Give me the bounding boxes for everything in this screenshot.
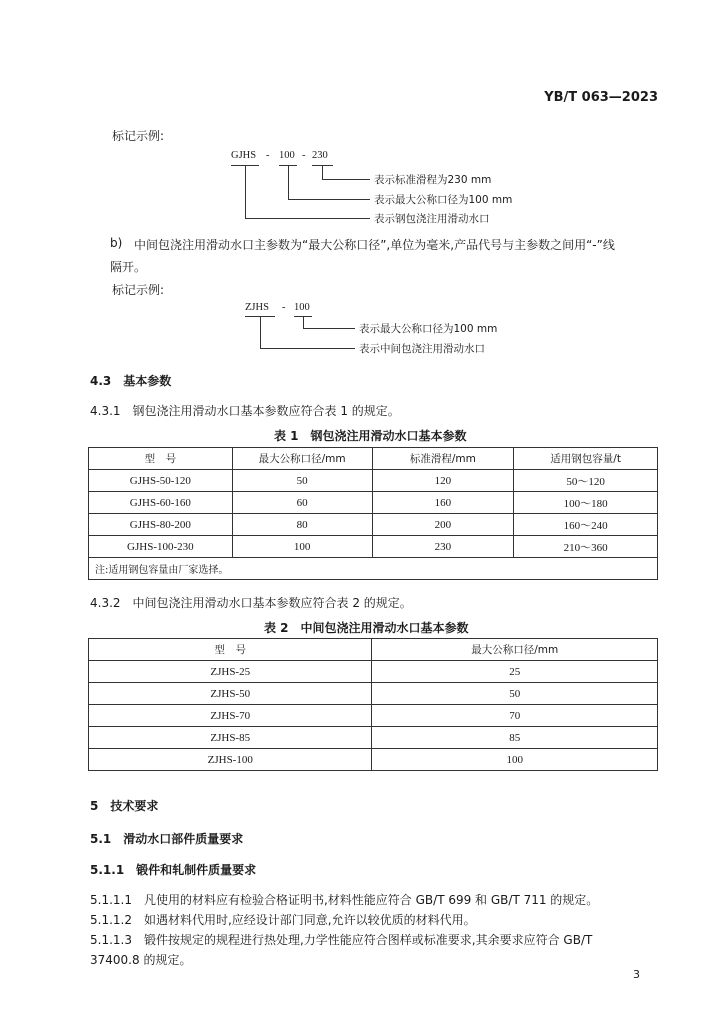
column-header: 适用钢包容量/t xyxy=(514,448,658,470)
table-cell: 120 xyxy=(372,470,514,492)
table1-caption: 表 1 钢包浇注用滑动水口基本参数 xyxy=(274,429,467,443)
table-row xyxy=(89,492,658,514)
table-note: 注:适用钢包容量由厂家选择。 xyxy=(89,558,658,580)
code-part-dash: - xyxy=(282,302,286,313)
code-part-dash: - xyxy=(302,150,306,161)
code-part-prefix: GJHS xyxy=(231,150,257,161)
leader-line xyxy=(260,316,261,348)
code-part-diameter: 100 xyxy=(294,302,310,313)
item-text: 中间包浇注用滑动水口主参数为“最大公称口径”,单位为毫米,产品代号与主参数之间用“-”线 xyxy=(134,238,615,252)
table-cell: GJHS-50-120 xyxy=(89,470,233,492)
clause-5-1-1-2: 5.1.1.2 如遇材料代用时,应经设计部门同意,允许以较优质的材料代用。 xyxy=(90,913,476,927)
annotation-product: 表示中间包浇注用滑动水口 xyxy=(359,343,485,355)
table-cell: 200 xyxy=(372,514,514,536)
clause-5-1-1-1: 5.1.1.1 凡使用的材料应有检验合格证明书,材料性能应符合 GB/T 699 和 GB/T 711 的规定。 xyxy=(90,893,599,907)
table-cell: 25 xyxy=(372,661,658,683)
table-cell: 85 xyxy=(372,727,658,749)
leader-line xyxy=(245,218,370,219)
column-header: 最大公称口径/mm xyxy=(232,448,372,470)
table1 xyxy=(88,447,658,580)
page-number: 3 xyxy=(633,968,640,981)
table-note-row xyxy=(89,558,658,580)
table-cell: 50 xyxy=(232,470,372,492)
marking-example-label: 标记示例: xyxy=(112,129,165,143)
leader-line xyxy=(245,165,246,218)
leader-line xyxy=(260,348,355,349)
table-header-row xyxy=(89,448,658,470)
table-cell: ZJHS-100 xyxy=(89,749,372,771)
table-row xyxy=(89,470,658,492)
item-text-cont: 隔开。 xyxy=(110,260,147,274)
table-cell: 50 xyxy=(372,683,658,705)
column-header: 最大公称口径/mm xyxy=(372,639,658,661)
column-header: 标准滑程/mm xyxy=(372,448,514,470)
code-part-dash: - xyxy=(266,150,270,161)
table2-caption: 表 2 中间包浇注用滑动水口基本参数 xyxy=(264,621,469,635)
table-cell: 100～180 xyxy=(514,492,658,514)
table-cell: 80 xyxy=(232,514,372,536)
table-cell: 70 xyxy=(372,705,658,727)
table-row xyxy=(89,727,658,749)
section-heading-5-1-1: 5.1.1 锻件和轧制件质量要求 xyxy=(90,863,257,877)
table-row xyxy=(89,683,658,705)
code-part-stroke: 230 xyxy=(312,150,328,161)
clause-5-1-1-3: 5.1.1.3 锻件按规定的规程进行热处理,力学性能应符合图样或标准要求,其余要求应符合 GB/T xyxy=(90,933,593,947)
leader-line xyxy=(288,165,289,199)
table-cell: 210～360 xyxy=(514,536,658,558)
leader-line xyxy=(303,316,304,328)
table2 xyxy=(88,638,658,771)
clause-4-3-2: 4.3.2 中间包浇注用滑动水口基本参数应符合表 2 的规定。 xyxy=(90,596,412,610)
table-cell: ZJHS-50 xyxy=(89,683,372,705)
table-row xyxy=(89,536,658,558)
section-heading-5-1: 5.1 滑动水口部件质量要求 xyxy=(90,832,244,846)
annotation-diameter: 表示最大公称口径为100 mm xyxy=(374,194,513,206)
table-cell: 160 xyxy=(372,492,514,514)
table-row xyxy=(89,661,658,683)
table-cell: 50～120 xyxy=(514,470,658,492)
leader-line xyxy=(303,328,355,329)
table-header-row xyxy=(89,639,658,661)
standard-code: YB/T 063—2023 xyxy=(544,90,658,105)
code-part-diameter: 100 xyxy=(279,150,295,161)
table-cell: GJHS-100-230 xyxy=(89,536,233,558)
table-cell: 230 xyxy=(372,536,514,558)
table-cell: 160～240 xyxy=(514,514,658,536)
section-heading-4-3: 4.3 基本参数 xyxy=(90,374,172,388)
marking-example-label: 标记示例: xyxy=(112,283,165,297)
annotation-product: 表示钢包浇注用滑动水口 xyxy=(374,213,490,225)
leader-line xyxy=(322,179,370,180)
leader-line xyxy=(288,199,370,200)
table-cell: 100 xyxy=(232,536,372,558)
clause-4-3-1: 4.3.1 钢包浇注用滑动水口基本参数应符合表 1 的规定。 xyxy=(90,404,400,418)
column-header: 型 号 xyxy=(89,639,372,661)
table-cell: ZJHS-70 xyxy=(89,705,372,727)
column-header: 型 号 xyxy=(89,448,233,470)
table-cell: ZJHS-25 xyxy=(89,661,372,683)
table-cell: GJHS-60-160 xyxy=(89,492,233,514)
annotation-diameter: 表示最大公称口径为100 mm xyxy=(359,323,498,335)
table-row xyxy=(89,514,658,536)
leader-line xyxy=(322,165,323,179)
table-cell: 100 xyxy=(372,749,658,771)
clause-5-1-1-3-cont: 37400.8 的规定。 xyxy=(90,953,192,967)
table-cell: 60 xyxy=(232,492,372,514)
table-row xyxy=(89,705,658,727)
table-cell: ZJHS-85 xyxy=(89,727,372,749)
item-marker: b) xyxy=(110,236,123,250)
code-part-prefix: ZJHS xyxy=(245,302,269,313)
section-heading-5: 5 技术要求 xyxy=(90,799,159,813)
annotation-stroke: 表示标准滑程为230 mm xyxy=(374,174,492,186)
table-cell: GJHS-80-200 xyxy=(89,514,233,536)
table-row xyxy=(89,749,658,771)
